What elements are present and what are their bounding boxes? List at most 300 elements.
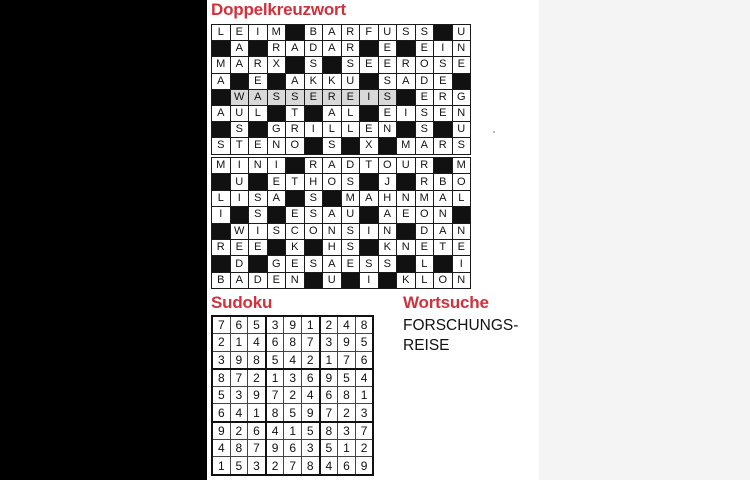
letter-cell: I: [212, 207, 231, 223]
sudoku-cell: 6: [212, 404, 230, 422]
sudoku-cell: 5: [230, 457, 248, 475]
letter-cell: O: [452, 174, 471, 190]
letter-cell: N: [378, 122, 397, 138]
sudoku-cell: 6: [230, 316, 248, 334]
sudoku-cell: 6: [266, 334, 284, 351]
black-square: [212, 223, 231, 239]
sudoku-cell: 8: [230, 440, 248, 457]
black-square: [249, 174, 268, 190]
letter-cell: A: [397, 73, 416, 89]
black-square: [397, 122, 416, 138]
sudoku-cell: 7: [212, 316, 230, 334]
sudoku-cell: 3: [284, 369, 302, 387]
letter-cell: A: [286, 73, 305, 89]
letter-cell: M: [397, 138, 416, 154]
letter-cell: E: [452, 57, 471, 73]
letter-cell: A: [267, 190, 286, 206]
letter-cell: R: [434, 138, 453, 154]
letter-cell: I: [230, 158, 249, 174]
sudoku-row: [212, 457, 373, 475]
letter-cell: E: [434, 73, 453, 89]
sudoku-cell: 3: [338, 422, 356, 440]
letter-cell: E: [415, 239, 434, 255]
letter-cell: D: [249, 272, 268, 288]
sudoku-row: [212, 422, 373, 440]
letter-cell: I: [452, 256, 471, 272]
sudoku-cell: 5: [355, 334, 373, 351]
black-square: [452, 73, 471, 89]
letter-cell: E: [378, 57, 397, 73]
black-square: [212, 89, 231, 105]
letter-cell: S: [212, 138, 231, 154]
letter-cell: T: [360, 158, 379, 174]
sudoku-cell: 9: [355, 457, 373, 475]
black-square: [286, 158, 305, 174]
black-square: [230, 73, 249, 89]
black-square: [249, 256, 268, 272]
sudoku-cell: 8: [320, 422, 338, 440]
letter-cell: H: [378, 190, 397, 206]
letter-cell: R: [267, 41, 286, 57]
letter-cell: E: [434, 105, 453, 121]
sudoku-cell: 8: [338, 387, 356, 404]
letter-cell: O: [415, 207, 434, 223]
sudoku-cell: 6: [355, 351, 373, 369]
letter-cell: D: [341, 158, 360, 174]
letter-cell: M: [341, 190, 360, 206]
crossword-row: [212, 25, 471, 41]
black-square: [360, 41, 379, 57]
sudoku-cell: 5: [266, 351, 284, 369]
letter-cell: O: [434, 272, 453, 288]
sudoku-cell: 7: [301, 334, 319, 351]
letter-cell: R: [341, 25, 360, 41]
sudoku-cell: 7: [338, 351, 356, 369]
letter-cell: S: [452, 138, 471, 154]
sudoku-cell: 3: [355, 404, 373, 422]
letter-cell: A: [230, 57, 249, 73]
crossword-row: [212, 89, 471, 105]
sudoku-cell: 6: [301, 369, 319, 387]
letter-cell: S: [304, 256, 323, 272]
sudoku-cell: 8: [301, 457, 319, 475]
sudoku-cell: 2: [355, 440, 373, 457]
sudoku-cell: 2: [230, 422, 248, 440]
letter-cell: A: [378, 207, 397, 223]
letter-cell: A: [434, 223, 453, 239]
sudoku-cell: 5: [284, 404, 302, 422]
letter-cell: N: [323, 223, 342, 239]
letter-cell: I: [249, 25, 268, 41]
letter-cell: S: [267, 89, 286, 105]
black-square: [397, 89, 416, 105]
black-square: [397, 174, 416, 190]
letter-cell: A: [230, 41, 249, 57]
letter-cell: A: [212, 73, 231, 89]
black-square: [452, 207, 471, 223]
black-square: [397, 223, 416, 239]
sudoku-row: [212, 369, 373, 387]
crossword-row: [212, 122, 471, 138]
letter-cell: E: [397, 207, 416, 223]
black-square: [378, 272, 397, 288]
letter-cell: R: [341, 41, 360, 57]
letter-cell: U: [397, 158, 416, 174]
letter-cell: S: [286, 89, 305, 105]
sudoku-cell: 1: [338, 440, 356, 457]
letter-cell: R: [434, 89, 453, 105]
letter-cell: N: [397, 239, 416, 255]
sudoku-cell: 1: [230, 334, 248, 351]
sudoku-cell: 1: [248, 404, 266, 422]
letter-cell: S: [397, 25, 416, 41]
black-square: [434, 158, 453, 174]
letter-cell: N: [452, 223, 471, 239]
letter-cell: I: [249, 223, 268, 239]
letter-cell: R: [397, 57, 416, 73]
sudoku-cell: 8: [248, 351, 266, 369]
sudoku-cell: 4: [355, 369, 373, 387]
letter-cell: D: [415, 73, 434, 89]
sudoku-cell: 2: [338, 404, 356, 422]
letter-cell: E: [230, 239, 249, 255]
letter-cell: N: [267, 138, 286, 154]
sudoku-cell: 4: [248, 334, 266, 351]
letter-cell: S: [304, 57, 323, 73]
sudoku-row: [212, 404, 373, 422]
sudoku-grid: [211, 315, 374, 476]
sudoku-cell: 1: [266, 369, 284, 387]
letter-cell: G: [267, 122, 286, 138]
letter-cell: E: [378, 105, 397, 121]
letter-cell: M: [267, 25, 286, 41]
black-square: [212, 256, 231, 272]
letter-cell: E: [452, 239, 471, 255]
letter-cell: E: [267, 272, 286, 288]
letter-cell: S: [323, 138, 342, 154]
sudoku-cell: 9: [338, 334, 356, 351]
sudoku-cell: 3: [266, 316, 284, 334]
letter-cell: S: [415, 105, 434, 121]
sudoku-cell: 2: [301, 351, 319, 369]
letter-cell: E: [286, 256, 305, 272]
black-square: [378, 138, 397, 154]
crossword-row: [212, 256, 471, 272]
letter-cell: L: [415, 272, 434, 288]
letter-cell: S: [341, 239, 360, 255]
letter-cell: A: [212, 105, 231, 121]
letter-cell: L: [249, 105, 268, 121]
sudoku-cell: 4: [301, 387, 319, 404]
sudoku-cell: 2: [248, 369, 266, 387]
sudoku-cell: 3: [212, 351, 230, 369]
sudoku-cell: 9: [284, 316, 302, 334]
letter-cell: K: [286, 239, 305, 255]
sudoku-cell: 7: [320, 404, 338, 422]
letter-cell: N: [286, 272, 305, 288]
letter-cell: I: [360, 89, 379, 105]
letter-cell: L: [212, 190, 231, 206]
sudoku-cell: 7: [355, 422, 373, 440]
letter-cell: E: [415, 41, 434, 57]
letter-cell: E: [378, 41, 397, 57]
letter-cell: J: [378, 174, 397, 190]
letter-cell: U: [378, 25, 397, 41]
letter-cell: U: [341, 207, 360, 223]
letter-cell: T: [230, 138, 249, 154]
letter-cell: I: [397, 105, 416, 121]
letter-cell: E: [267, 174, 286, 190]
letter-cell: M: [212, 57, 231, 73]
crossword-grid-1: [211, 24, 471, 155]
letter-cell: A: [323, 25, 342, 41]
sudoku-cell: 7: [230, 369, 248, 387]
letter-cell: S: [304, 207, 323, 223]
black-square: [341, 138, 360, 154]
sudoku-row: [212, 334, 373, 351]
sudoku-cell: 9: [212, 422, 230, 440]
crossword-row: [212, 138, 471, 154]
letter-cell: K: [323, 73, 342, 89]
letter-cell: K: [378, 239, 397, 255]
sudoku-cell: 3: [248, 457, 266, 475]
letter-cell: U: [452, 25, 471, 41]
sudoku-cell: 6: [338, 457, 356, 475]
sudoku-cell: 7: [284, 457, 302, 475]
letter-cell: W: [230, 89, 249, 105]
sudoku-cell: 2: [320, 316, 338, 334]
crossword-row: [212, 272, 471, 288]
letter-cell: A: [323, 105, 342, 121]
letter-cell: B: [212, 272, 231, 288]
black-square: [360, 207, 379, 223]
crossword-row: [212, 105, 471, 121]
sudoku-cell: 1: [212, 457, 230, 475]
page-margin: [539, 0, 750, 480]
letter-cell: D: [415, 223, 434, 239]
sudoku-cell: 5: [301, 422, 319, 440]
black-square: [360, 105, 379, 121]
black-square: [323, 190, 342, 206]
sudoku-row: [212, 351, 373, 369]
letter-cell: S: [304, 190, 323, 206]
crossword-row: [212, 158, 471, 174]
sudoku-cell: 6: [284, 440, 302, 457]
letter-cell: M: [415, 190, 434, 206]
letter-cell: X: [267, 57, 286, 73]
letter-cell: I: [304, 122, 323, 138]
black-square: [397, 41, 416, 57]
black-square: [212, 41, 231, 57]
black-square: [397, 256, 416, 272]
sudoku-cell: 2: [284, 387, 302, 404]
letter-cell: A: [415, 138, 434, 154]
letter-cell: U: [230, 105, 249, 121]
letter-cell: E: [286, 207, 305, 223]
sudoku-row: [212, 440, 373, 457]
crossword-row: [212, 223, 471, 239]
black-square: [434, 122, 453, 138]
letter-cell: O: [304, 223, 323, 239]
letter-cell: I: [434, 41, 453, 57]
sudoku-cell: 5: [248, 316, 266, 334]
sudoku-cell: 6: [320, 387, 338, 404]
black-square: [341, 272, 360, 288]
sudoku-cell: 6: [248, 422, 266, 440]
sudoku-cell: 4: [338, 316, 356, 334]
letter-cell: A: [323, 158, 342, 174]
black-square: [267, 239, 286, 255]
letter-cell: T: [434, 239, 453, 255]
sudoku-cell: 7: [248, 440, 266, 457]
sudoku-row: [212, 387, 373, 404]
letter-cell: A: [360, 190, 379, 206]
letter-cell: R: [415, 174, 434, 190]
letter-cell: S: [249, 207, 268, 223]
sudoku-cell: 4: [230, 404, 248, 422]
letter-cell: I: [360, 272, 379, 288]
letter-cell: R: [323, 89, 342, 105]
letter-cell: O: [323, 174, 342, 190]
letter-cell: L: [341, 122, 360, 138]
letter-cell: A: [323, 207, 342, 223]
sudoku-cell: 9: [248, 387, 266, 404]
letter-cell: R: [415, 158, 434, 174]
black-square: [286, 190, 305, 206]
black-square: [212, 122, 231, 138]
letter-cell: R: [304, 158, 323, 174]
letter-cell: E: [360, 57, 379, 73]
letter-cell: I: [230, 190, 249, 206]
letter-cell: G: [452, 89, 471, 105]
sudoku-cell: 8: [284, 334, 302, 351]
letter-cell: E: [230, 25, 249, 41]
letter-cell: S: [360, 256, 379, 272]
black-square: [267, 207, 286, 223]
sudoku-cell: 2: [212, 334, 230, 351]
black-square: [230, 207, 249, 223]
sudoku-cell: 8: [266, 404, 284, 422]
black-square: [249, 41, 268, 57]
puzzle-solutions-page: [207, 0, 539, 480]
sudoku-cell: 7: [266, 387, 284, 404]
letter-cell: S: [378, 89, 397, 105]
letter-cell: S: [230, 122, 249, 138]
letter-cell: E: [249, 138, 268, 154]
letter-cell: S: [249, 190, 268, 206]
letter-cell: R: [212, 239, 231, 255]
black-square: [286, 25, 305, 41]
letter-cell: N: [452, 105, 471, 121]
crossword-row: [212, 174, 471, 190]
crossword-row: [212, 207, 471, 223]
letter-cell: T: [286, 105, 305, 121]
crossword-heading: Doppelkreuzwort: [211, 0, 346, 19]
sudoku-cell: 9: [301, 404, 319, 422]
wordsearch-solution-line-2: REISE: [403, 337, 450, 354]
letter-cell: S: [415, 25, 434, 41]
letter-cell: E: [249, 73, 268, 89]
sudoku-cell: 9: [266, 440, 284, 457]
sudoku-cell: 5: [338, 369, 356, 387]
black-square: [267, 73, 286, 89]
letter-cell: A: [286, 41, 305, 57]
black-square: [286, 57, 305, 73]
letter-cell: O: [378, 158, 397, 174]
black-square: [360, 73, 379, 89]
black-square: [304, 105, 323, 121]
sudoku-heading: Sudoku: [211, 293, 273, 312]
letter-cell: O: [286, 138, 305, 154]
letter-cell: A: [230, 272, 249, 288]
black-square: [360, 174, 379, 190]
letter-cell: L: [341, 105, 360, 121]
sudoku-cell: 4: [320, 457, 338, 475]
sudoku-cell: 8: [212, 369, 230, 387]
letter-cell: K: [304, 73, 323, 89]
black-square: [434, 256, 453, 272]
letter-cell: U: [323, 272, 342, 288]
crossword-row: [212, 73, 471, 89]
letter-cell: H: [304, 174, 323, 190]
print-speck: [493, 131, 495, 133]
letter-cell: E: [341, 256, 360, 272]
letter-cell: L: [212, 25, 231, 41]
sudoku-cell: 9: [320, 369, 338, 387]
letter-cell: A: [434, 190, 453, 206]
letter-cell: L: [323, 122, 342, 138]
letter-cell: N: [434, 207, 453, 223]
letter-cell: S: [341, 174, 360, 190]
black-square: [304, 239, 323, 255]
sudoku-cell: 4: [212, 440, 230, 457]
letter-cell: O: [415, 57, 434, 73]
crossword-grid-2: [211, 157, 471, 289]
letter-cell: F: [360, 25, 379, 41]
black-square: [323, 57, 342, 73]
sudoku-cell: 9: [230, 351, 248, 369]
letter-cell: S: [378, 256, 397, 272]
black-square: [267, 105, 286, 121]
letter-cell: E: [415, 89, 434, 105]
letter-cell: S: [434, 57, 453, 73]
letter-cell: H: [323, 239, 342, 255]
letter-cell: E: [360, 122, 379, 138]
letter-cell: L: [415, 256, 434, 272]
letter-cell: A: [323, 256, 342, 272]
black-square: [434, 25, 453, 41]
letter-cell: D: [230, 256, 249, 272]
letter-cell: U: [341, 73, 360, 89]
letter-cell: A: [249, 89, 268, 105]
letter-cell: W: [230, 223, 249, 239]
sudoku-cell: 4: [284, 351, 302, 369]
letter-cell: S: [267, 223, 286, 239]
sudoku-cell: 1: [355, 387, 373, 404]
letter-cell: S: [415, 122, 434, 138]
crossword-row: [212, 41, 471, 57]
sudoku-cell: 1: [320, 351, 338, 369]
sudoku-cell: 3: [320, 334, 338, 351]
letter-cell: R: [249, 57, 268, 73]
letter-cell: G: [267, 256, 286, 272]
letter-cell: U: [230, 174, 249, 190]
sudoku-cell: 3: [301, 440, 319, 457]
sudoku-cell: 5: [320, 440, 338, 457]
letter-cell: N: [452, 272, 471, 288]
sudoku-cell: 4: [266, 422, 284, 440]
wordsearch-solution-line-1: FORSCHUNGS-: [403, 317, 519, 334]
